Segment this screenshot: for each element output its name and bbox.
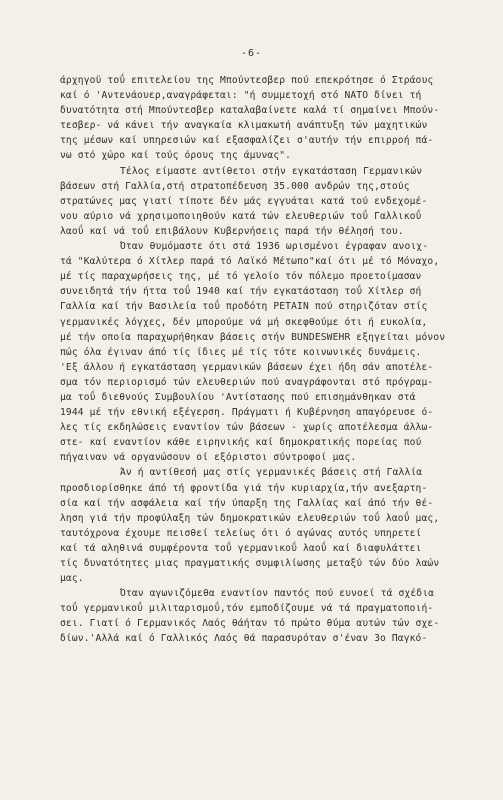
text-line: καί τά αληθινά συμφέροντα τοΰ γερμανικοΰ λαοΰ καί διαφυλάττει [60, 542, 422, 554]
text-line: στε- καί εναντίον κάθε ειρηνικής καί δημοκρατικής πορείας πού [60, 437, 422, 449]
text-line: Γαλλία καί τήν Βασιλεία τοΰ προδότη PETAIN πού στηριζόταν στίς [60, 301, 428, 313]
text-line: νω στό χώρο καί τούς όρους της άμυνας". [60, 150, 292, 162]
text-line: σει. Γιατί ό Γερμανικός Λαός θάήταν τό πρώτο θύμα αυτών τών σχε- [60, 618, 440, 630]
text-line: προσδιορίσθηκε άπό τή φροντίδα γιά τήν κυριαρχία,τήν ανεξαρτη- [60, 482, 428, 494]
text-line: στρατώνες μας γιατί τίποτε δέν μάς εγγυάται κατά τού ενδεχομέ- [60, 195, 428, 207]
text-line: σμα τόν περιορισμό τών ελευθεριών πού αναγράφονται στό πρόγραμ- [60, 376, 434, 388]
text-line: της μέσων καί υπηρεσιών καί εξασφαλίζει σ'αυτήν τήν επιρροή πά- [60, 135, 434, 147]
text-line: τεσβερ- νά κάνει τήν αναγκαία κλιμακωτή ανάπτυξη τών μαχητικών [60, 120, 428, 132]
text-line: πήγαιναν νά οργανώσουν οί εξόριστοι σύντροφοί μας. [60, 452, 357, 464]
text-line: τοΰ γερμανικοΰ μιλιταρισμοΰ,τόν εμποδίζουμε νά τά πραγματοποιή- [60, 603, 434, 615]
text-line: μέ τίς παραχωρήσεις της, μέ τό γελοίο τόν πόλεμο προετοίμασαν [60, 271, 422, 283]
text-line: μέ τήν οποία παραχωρήθηκαν βάσεις στήν BUNDESWEHR εξηγείται μόνον [60, 331, 446, 343]
text-line: νου αύριο νά χρησιμοποιηθούν κατά τών ελευθεριών τοΰ Γαλλικοΰ [60, 210, 422, 222]
text-line: λες τίς εκδηλώσεις εναντίον τών βάσεων - χωρίς αποτέλεσμα άλλω- [60, 422, 434, 434]
text-line: καί ό 'Αντενάουερ,αναγράφεται: "ή συμμετοχή στό ΝΑΤΟ δίνει τή [60, 90, 422, 102]
page-number: -6- [240, 48, 263, 59]
text-line: Άν ή αντίθεσή μας στίς γερμανικές βάσεις στή Γαλλία [120, 467, 423, 479]
text-line: γερμανικές λόγχες, δέν μπορούμε νά μή σκεφθούμε ότι ή ευκολία, [60, 316, 428, 328]
text-line: άρχηγοϋ τοΰ επιτελείου της Μπούντεσβερ πού επεκρότησε ό Στράους [60, 75, 434, 86]
text-line: βάσεων στή Γαλλία,στή στρατοπέδευση 35.000 ανδρών της,στούς [60, 180, 410, 192]
text-line: ταυτόχρονα έχουμε πεισθεί τελείως ότι ό αγώνας αυτός υπηρετεί [60, 527, 422, 539]
text-line: μα τοΰ διεθνούς Συμβουλίου 'Αντίστασης πού επισημάνθηκαν στά [60, 391, 416, 403]
text-line: συνειδητά τήν ήττα τοΰ 1940 καί τήν εγκατάσταση τοΰ Χίτλερ σή [60, 286, 422, 298]
text-line: τίς δυνατότητες μιας πραγματικής συμφιλίωσης μεταξύ τών δύο λαών [60, 558, 440, 569]
text-line: μας. [60, 573, 84, 585]
text-line: δίων.'Αλλά καί ό Γαλλικός Λαός θά παρασυρόταν σ'έναν 3ο Παγκό- [60, 633, 428, 645]
text-line: Όταν θυμόμαστε ότι στά 1936 ωρισμένοι έγραφαν ανοιχ- [120, 241, 429, 253]
text-line: πώς όλα έγιναν άπό τίς ίδιες μέ τίς τότε κοινωνικές δυνάμεις. [60, 346, 422, 358]
text-line: Τέλος είμαστε αντίθετοι στήν εγκατάσταση Γερμανικών [120, 165, 423, 177]
text-line: Όταν αγωνιζόμεθα εναντίον παντός πού ευνοεί τά σχέδια [120, 588, 435, 600]
body-text [60, 73, 480, 647]
text-line: σία καί τήν ασφάλεια καί τήν ύπαρξη της Γαλλίας καί άπό τήν θέ- [60, 497, 434, 509]
text-line: δυνατότητα στή Μπούντεσβερ καταλαβαίνετε καλά τί σημαίνει Μπούν- [60, 105, 440, 117]
text-line: 'Εξ άλλου ή εγκατάσταση γερμανικών βάσεων έχει ήδη σάν αποτέλε- [60, 361, 434, 373]
text-line: 1944 μέ τήν εθνική εξέγερση. Πράγματι ή Κυβέρνηση απαγόρευσε ό- [60, 407, 434, 419]
text-line: τά "Καλύτερα ό Χίτλερ παρά τό Λαϊκό Μέτωπο"καί ότι μέ τό Μόναχο, [60, 256, 440, 268]
text-line: ληση γιά τήν προφύλαξη τών δημοκρατικών ελευθεριών τοΰ λαοΰ μας, [60, 512, 440, 524]
text-line: λαοΰ καί νά τοΰ επιβάλουν Κυβερνήσεις παρά τήν θέλησή του. [60, 225, 404, 237]
